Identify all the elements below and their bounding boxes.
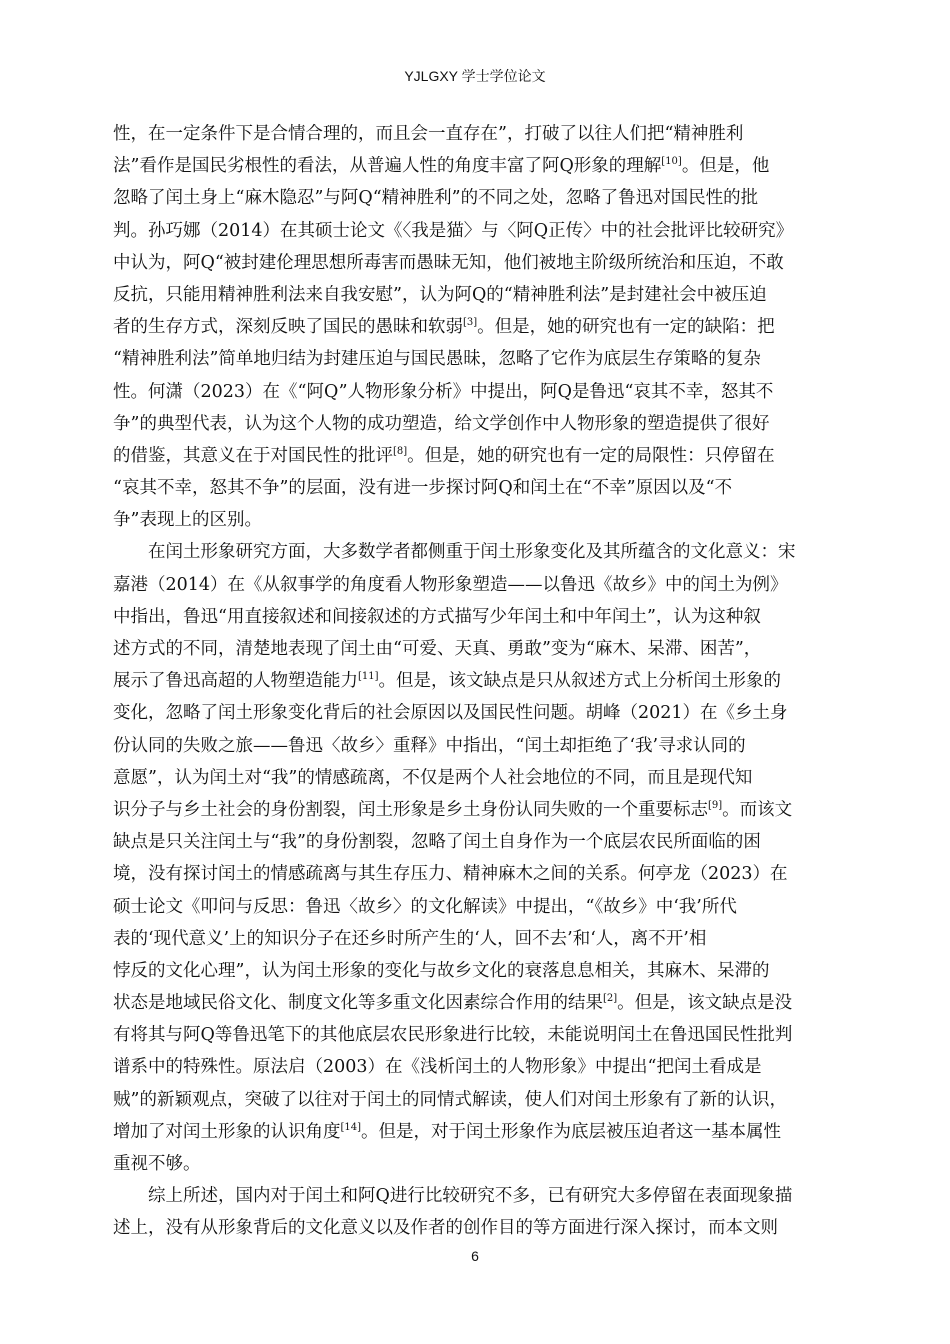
text-line: 重视不够。 — [113, 1154, 201, 1174]
citation-mark: [14] — [340, 1121, 362, 1133]
citation-mark: [8] — [393, 446, 408, 458]
text-line: 述上，没有从形象背后的文化意义以及作者的创作目的等方面进行深入探讨，而本文则 — [113, 1218, 778, 1239]
text-line: 嘉港（2014）在《从叙事学的角度看人物形象塑造——以鲁迅《故乡》中的闰土为例》 — [113, 574, 788, 595]
text-line: 性。何潇（2023）在《“阿Q”人物形象分析》中提出，阿Q是鲁迅“哀其不幸，怒其不 — [113, 381, 774, 402]
text-line: 悖反的文化心理”，认为闰土形象的变化与故乡文化的衰落息息相关，其麻木、呆滞的 — [113, 960, 770, 981]
text-line: 的借鉴，其意义在于对国民性的批评[8]。但是，她的研究也有一定的局限性：只停留在 — [113, 445, 775, 466]
text-line: 反抗，只能用精神胜利法来自我安慰”，认为阿Q的“精神胜利法”是封建社会中被压迫 — [113, 284, 767, 305]
citation-mark: [3] — [463, 317, 478, 329]
text-line: 硕士论文《叩问与反思：鲁迅〈故乡〉的文化解读》中提出，“《故乡》中‘我’所代 — [113, 896, 737, 917]
text-line: 中指出，鲁迅“用直接叙述和间接叙述的方式描写少年闰土和中年闰土”，认为这种叙 — [113, 606, 761, 627]
text-line: 有将其与阿Q等鲁迅笔下的其他底层农民形象进行比较，未能说明闰土在鲁迅国民性批判 — [113, 1025, 793, 1046]
citation-mark: [10] — [661, 156, 682, 168]
text-line: 缺点是只关注闰土与“我”的身份割裂，忽略了闰土自身作为一个底层农民所面临的困 — [113, 832, 761, 853]
text-line: 识分子与乡土社会的身份割裂，闰土形象是乡土身份认同失败的一个重要标志[9]。而该文 — [113, 799, 793, 820]
text-line: “精神胜利法”简单地归结为封建压迫与国民愚昧，忽略了它作为底层生存策略的复杂 — [113, 349, 761, 370]
text-line: 境，没有探讨闰土的情感疏离与其生存压力、精神麻木之间的关系。何亭龙（2023）在 — [113, 864, 788, 885]
text-line: 状态是地域民俗文化、制度文化等多重文化因素综合作用的结果[2]。但是，该文缺点是没 — [113, 993, 793, 1014]
text-line: 在闰土形象研究方面，大多数学者都侧重于闰土形象变化及其所蕴含的文化意义：宋 — [148, 542, 796, 563]
text-line: 意愿”，认为闰土对“我”的情感疏离，不仅是两个人社会地位的不同，而且是现代知 — [113, 767, 753, 788]
body-text — [113, 118, 843, 1245]
text-line: 争”表现上的区别。 — [113, 510, 262, 531]
text-line: 表的‘现代意义’上的知识分子在还乡时所产生的‘人，回不去’和‘人，离不开’相 — [113, 928, 707, 949]
text-line: 法”看作是国民劣根性的看法，从普遍人性的角度丰富了阿Q形象的理解[10]。但是，他 — [113, 156, 770, 177]
text-line: 忽略了闰土身上“麻木隐忍”与阿Q“精神胜利”的不同之处，忽略了鲁迅对国民性的批 — [113, 188, 759, 209]
text-line: 判。孙巧娜（2014）在其硕士论文《〈我是猫〉与〈阿Q正传〉中的社会批评比较研究》 — [113, 220, 794, 241]
text-line: 者的生存方式，深刻反映了国民的愚昧和软弱[3]。但是，她的研究也有一定的缺陷：把 — [113, 317, 775, 338]
text-line: “哀其不幸，怒其不争”的层面，没有进一步探讨阿Q和闰土在“不幸”原因以及“不 — [113, 478, 733, 499]
text-line: 贼”的新颖观点，突破了以往对于闰土的同情式解读，使人们对闰土形象有了新的认识， — [113, 1089, 787, 1110]
text-line: 展示了鲁迅高超的人物塑造能力[11]。但是，该文缺点是只从叙述方式上分析闰土形象的 — [113, 671, 782, 692]
page-number: 6 — [471, 1248, 479, 1264]
text-line: 份认同的失败之旅——鲁迅〈故乡〉重释》中指出，“闰土却拒绝了‘我’寻求认同的 — [113, 735, 746, 756]
text-line: 综上所述，国内对于闰土和阿Q进行比较研究不多，已有研究大多停留在表面现象描 — [148, 1186, 793, 1207]
text-line: 变化，忽略了闰土形象变化背后的社会原因以及国民性问题。胡峰（2021）在《乡土身 — [113, 703, 788, 724]
citation-mark: [9] — [708, 800, 723, 812]
text-line: 性，在一定条件下是合情合理的，而且会一直存在”，打破了以往人们把“精神胜利 — [113, 124, 744, 144]
text-line: 述方式的不同，清楚地表现了闰土由“可爱、天真、勇敢”变为“麻木、呆滞、困苦”， — [113, 639, 762, 659]
citation-mark: [2] — [603, 993, 618, 1005]
citation-mark: [11] — [358, 671, 379, 683]
text-line: 谱系中的特殊性。原法启（2003）在《浅析闰土的人物形象》中提出“把闰土看成是 — [113, 1057, 762, 1078]
text-line: 中认为，阿Q“被封建伦理思想所毒害而愚昧无知，他们被地主阶级所统治和压迫，不敢 — [113, 252, 784, 273]
text-line: 争”的典型代表，认为这个人物的成功塑造，给文学创作中人物形象的塑造提供了很好 — [113, 413, 770, 434]
running-header: YJLGXY 学士学位论文 — [404, 68, 546, 84]
text-line: 增加了对闰土形象的认识角度[14]。但是，对于闰土形象作为底层被压迫者这一基本属性 — [113, 1121, 782, 1142]
